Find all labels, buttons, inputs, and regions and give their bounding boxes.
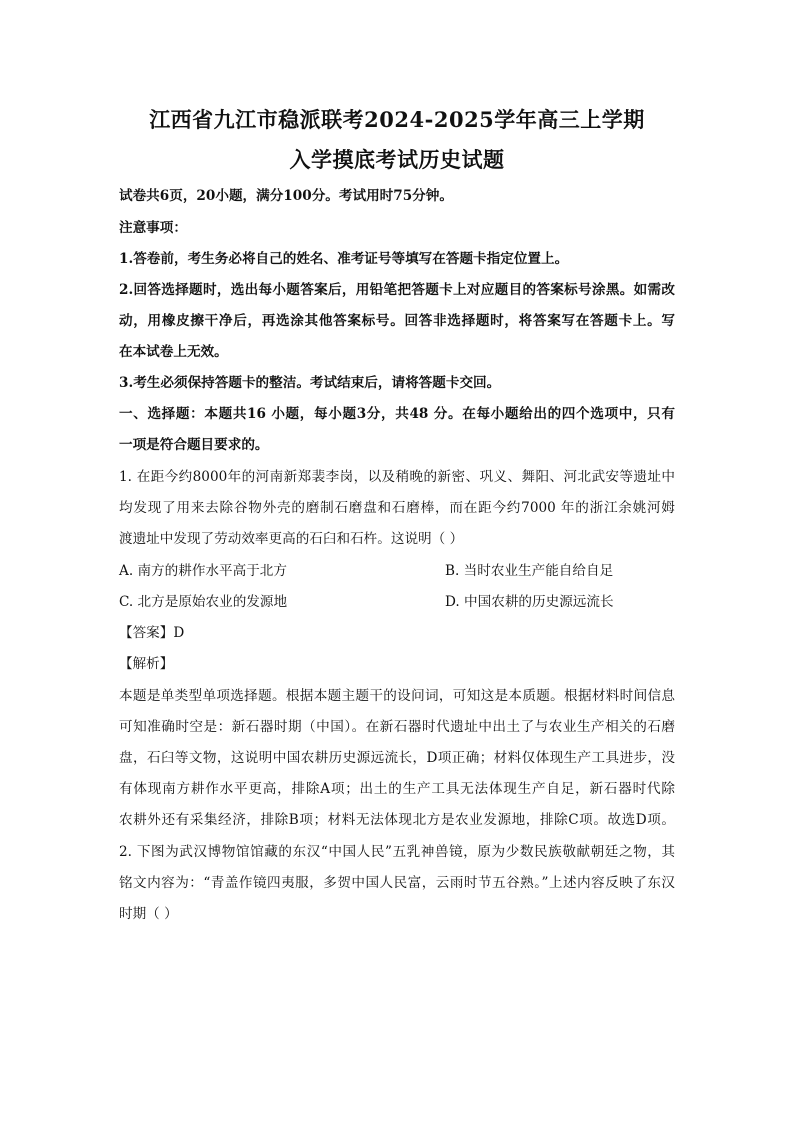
exam-intro: 试卷共6页，20小题，满分100分。考试用时75分钟。 [119, 188, 453, 204]
q2-stem-line1: 2. 下图为武汉博物馆馆藏的东汉“中国人民”五乳神兽镜，原为少数民族敬献朝廷之物，其 [119, 844, 675, 860]
q1-analysis-line5: 农耕外还有采集经济，排除B项；材料无法体现北方是农业发源地，排除C项。故选D项。 [119, 812, 675, 828]
q1-analysis-line3: 盘，石臼等文物，这说明中国农耕历史源远流长，D项正确；材料仅体现生产工具进步，没 [119, 750, 675, 766]
exam-title-line1: 江西省九江市稳派联考2024-2025学年高三上学期 [149, 107, 645, 132]
exam-title-line2: 入学摸底考试历史试题 [289, 147, 505, 172]
section1-heading-line2: 一项是符合题目要求的。 [119, 437, 269, 453]
q1-stem-line2: 均发现了用来去除谷物外壳的磨制石磨盘和石磨棒，而在距今约7000 年的浙江余姚河姆 [119, 500, 675, 516]
q1-analysis-line2: 可知准确时空是：新石器时期（中国）。在新石器时代遗址中出土了与农业生产相关的石磨 [119, 719, 675, 735]
q1-analysis-heading: 【解析】 [119, 656, 174, 672]
q1-option-b: B. 当时农业生产能自给自足 [445, 563, 614, 579]
section1-heading-line1: 一、选择题：本题共16 小题，每小题3分，共48 分。在每小题给出的四个选项中，只有 [119, 406, 675, 422]
notice-item-1: 1.答卷前，考生务必将自己的姓名、准考证号等填写在答题卡指定位置上。 [119, 251, 569, 267]
q1-stem-line3: 渡遗址中发现了劳动效率更高的石臼和石杵。这说明（ ） [119, 531, 464, 547]
q1-analysis-line1: 本题是单类型单项选择题。根据本题主题干的设问词，可知这是本质题。根据材料时间信息 [119, 688, 675, 704]
q1-option-d: D. 中国农耕的历史源远流长 [445, 594, 614, 610]
q1-option-c: C. 北方是原始农业的发源地 [119, 594, 288, 610]
q2-stem-line2: 铭文内容为：“青盖作镜四夷服，多贺中国人民富，云雨时节五谷熟。”上述内容反映了东汉 [119, 875, 675, 891]
notice-item-2-line3: 在本试卷上无效。 [119, 344, 228, 360]
q1-option-a: A. 南方的耕作水平高于北方 [119, 563, 287, 579]
q1-stem-line1: 1. 在距今约8000年的河南新郑裴李岗，以及稍晚的新密、巩义、舞阳、河北武安等遗址中 [119, 469, 675, 485]
q2-stem-line3: 时期（ ） [119, 906, 178, 922]
notice-item-2-line1: 2.回答选择题时，选出每小题答案后，用铅笔把答题卡上对应题目的答案标号涂黑。如需改 [119, 282, 675, 298]
notice-item-3: 3.考生必须保持答题卡的整洁。考试结束后，请将答题卡交回。 [119, 375, 501, 391]
notice-heading: 注意事项： [119, 220, 187, 236]
q1-answer: 【答案】D [119, 625, 185, 641]
q1-analysis-line4: 有体现南方耕作水平更高，排除A项；出土的生产工具无法体现生产自足，新石器时代除 [119, 781, 675, 797]
notice-item-2-line2: 动，用橡皮擦干净后，再选涂其他答案标号。回答非选择题时，将答案写在答题卡上。写 [119, 313, 675, 329]
